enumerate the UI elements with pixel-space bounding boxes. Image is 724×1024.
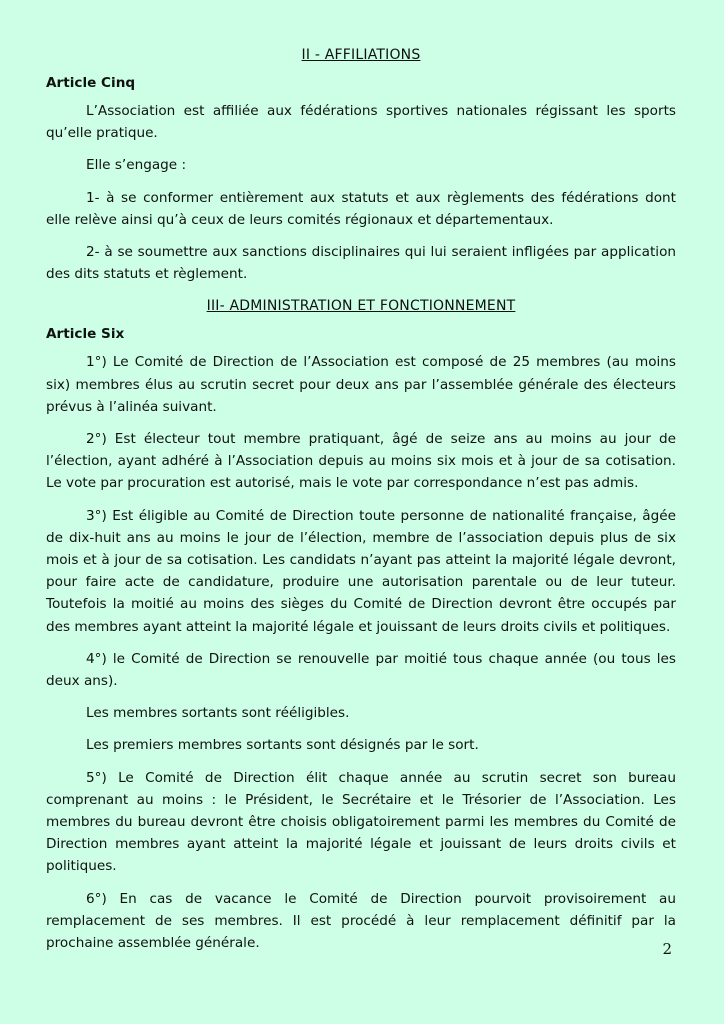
list-item: 2- à se soumettre aux sanctions disciplinaires qui lui seraient infligées par application des dits statuts et règlement. bbox=[46, 244, 676, 283]
paragraph: L’Association est affiliée aux fédérations sportives nationales régissant les sports qu’elle pratique. bbox=[46, 103, 676, 142]
paragraph: 3°) Est éligible au Comité de Direction toute personne de nationalité française, âgée de dix-huit ans au moins le jour de l’élection, membre de l’association depuis plus de six mois et à jour de sa cotisation. Les candidats n’ayant pas atteint la majorité légale devront, pour faire acte de candidature, produire une autorisation parentale ou de leur tuteur. Toutefois la moitié au moins des sièges du Comité de Direction devront être occupés par des membres ayant atteint la majorité légale et jouissant de leurs droits civils et politiques. bbox=[46, 507, 676, 635]
article-title-six: Article Six bbox=[46, 326, 125, 343]
paragraph: 6°) En cas de vacance le Comité de Direction pourvoit provisoirement au remplacement de ses membres. Il est procédé à leur remplacement définitif par la prochaine assemblée générale. bbox=[46, 890, 676, 952]
paragraph: Elle s’engage : bbox=[86, 157, 187, 174]
paragraph: 5°) Le Comité de Direction élit chaque année au scrutin secret son bureau comprenant au moins : le Président, le Secrétaire et le Trésorier de l’Association. Les membres du bureau devront être choisis obligatoirement parmi les membres du Comité de Direction membres ayant atteint la majorité légale et jouissant de leurs droits civils et politiques. bbox=[46, 769, 676, 875]
paragraph: Les membres sortants sont rééligibles. bbox=[86, 705, 350, 722]
list-item: 1- à se conformer entièrement aux statuts et aux règlements des fédérations dont elle relève ainsi qu’à ceux de leurs comités régionaux et départementaux. bbox=[46, 189, 676, 228]
page-number: 2 bbox=[662, 940, 672, 958]
paragraph: 4°) le Comité de Direction se renouvelle par moitié tous chaque année (ou tous les deux ans). bbox=[46, 650, 676, 690]
article-title-cinq: Article Cinq bbox=[46, 75, 136, 91]
paragraph: Les premiers membres sortants sont désignés par le sort. bbox=[86, 737, 479, 754]
section-heading-administration: III- ADMINISTRATION ET FONCTIONNEMENT bbox=[206, 298, 516, 315]
section-heading-affiliations: II - AFFILIATIONS bbox=[301, 47, 421, 63]
paragraph: 1°) Le Comité de Direction de l’Association est composé de 25 membres (au moins six) membres élus au scrutin secret pour deux ans par l’assemblée générale des électeurs prévus à l’alinéa suivant. bbox=[46, 354, 676, 415]
paragraph: 2°) Est électeur tout membre pratiquant, âgé de seize ans au moins au jour de l’élection, ayant adhéré à l’Association depuis au moins six mois et à jour de sa cotisation. Le vote par procuration est autorisé, mais le vote par correspondance n’est pas admis. bbox=[46, 431, 676, 492]
